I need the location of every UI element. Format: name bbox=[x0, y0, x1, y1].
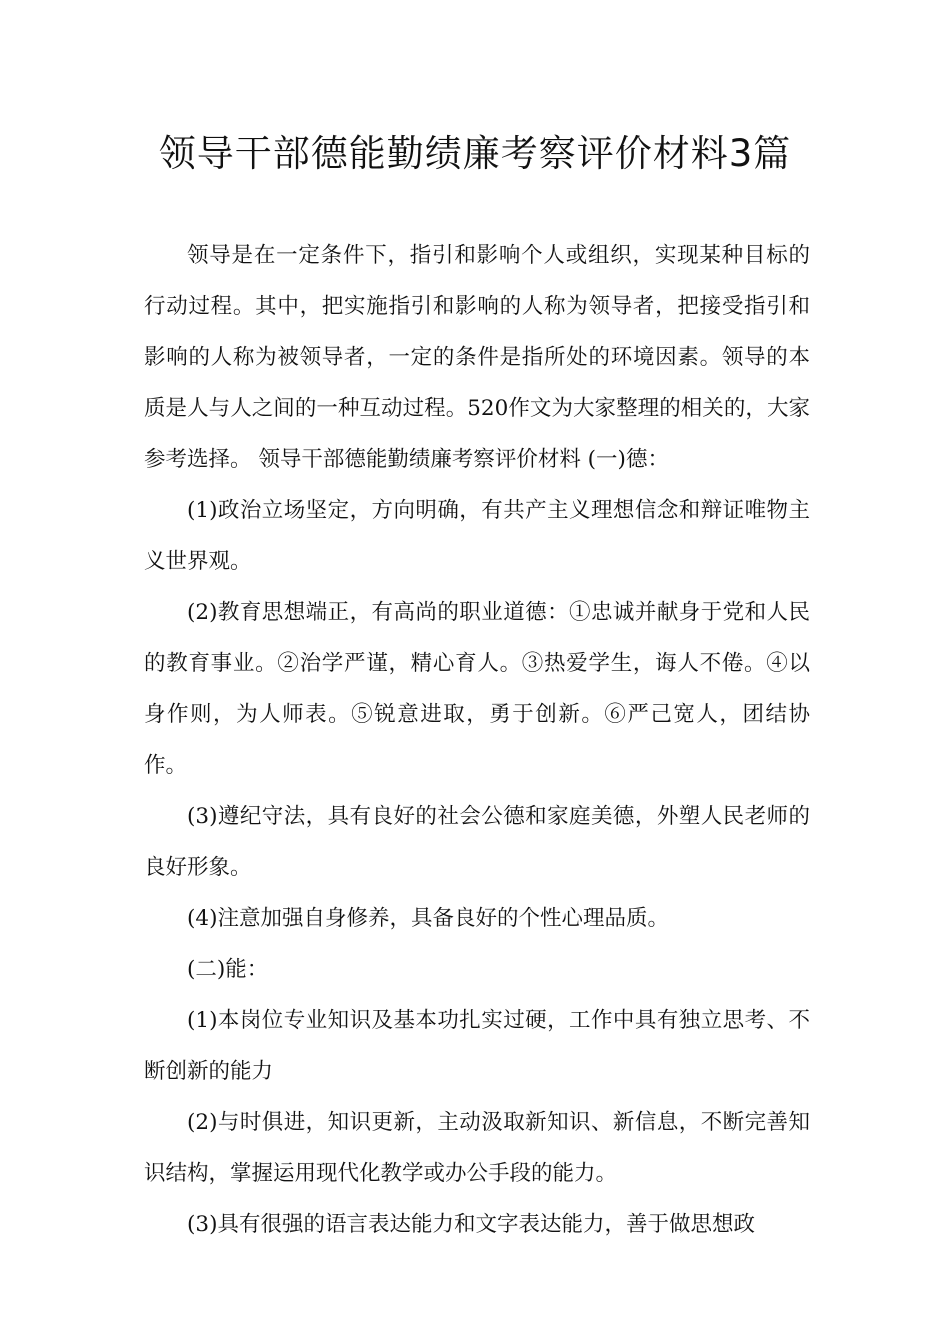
paragraph-neng-3: (3)具有很强的语言表达能力和文字表达能力，善于做思想政 bbox=[187, 1212, 755, 1237]
paragraph-de-4: (4)注意加强自身修养，具备良好的个性心理品质。 bbox=[187, 906, 669, 931]
paragraph-neng-2: (2)与时俱进，知识更新，主动汲取新知识、新信息，不断完善知识结构，掌握运用现代化教学或办公手段的能力。 bbox=[144, 1110, 810, 1186]
section-heading-neng: (二)能： bbox=[187, 957, 269, 982]
paragraph-de-3: (3)遵纪守法，具有良好的社会公德和家庭美德，外塑人民老师的良好形象。 bbox=[144, 804, 810, 880]
document-body bbox=[144, 230, 810, 1250]
paragraph-neng-1: (1)本岗位专业知识及基本功扎实过硬，工作中具有独立思考、不断创新的能力 bbox=[144, 1008, 810, 1084]
paragraph-de-2: (2)教育思想端正，有高尚的职业道德：①忠诚并献身于党和人民的教育事业。②治学严谨，精心育人。③热爱学生，诲人不倦。④以身作则，为人师表。⑤锐意进取，勇于创新。⑥严己宽人，团结协作。 bbox=[144, 600, 810, 778]
paragraph-intro: 领导是在一定条件下，指引和影响个人或组织，实现某种目标的行动过程。其中，把实施指引和影响的人称为领导者，把接受指引和影响的人称为被领导者，一定的条件是指所处的环境因素。领导的本质是人与人之间的一种互动过程。520作文为大家整理的相关的，大家参考选择。 领导干部德能勤绩廉考察评价材料 (一)德： bbox=[144, 243, 810, 472]
document-title: 领导干部德能勤绩廉考察评价材料3篇 bbox=[158, 132, 792, 175]
paragraph-de-1: (1)政治立场坚定，方向明确，有共产主义理想信念和辩证唯物主义世界观。 bbox=[144, 498, 810, 574]
